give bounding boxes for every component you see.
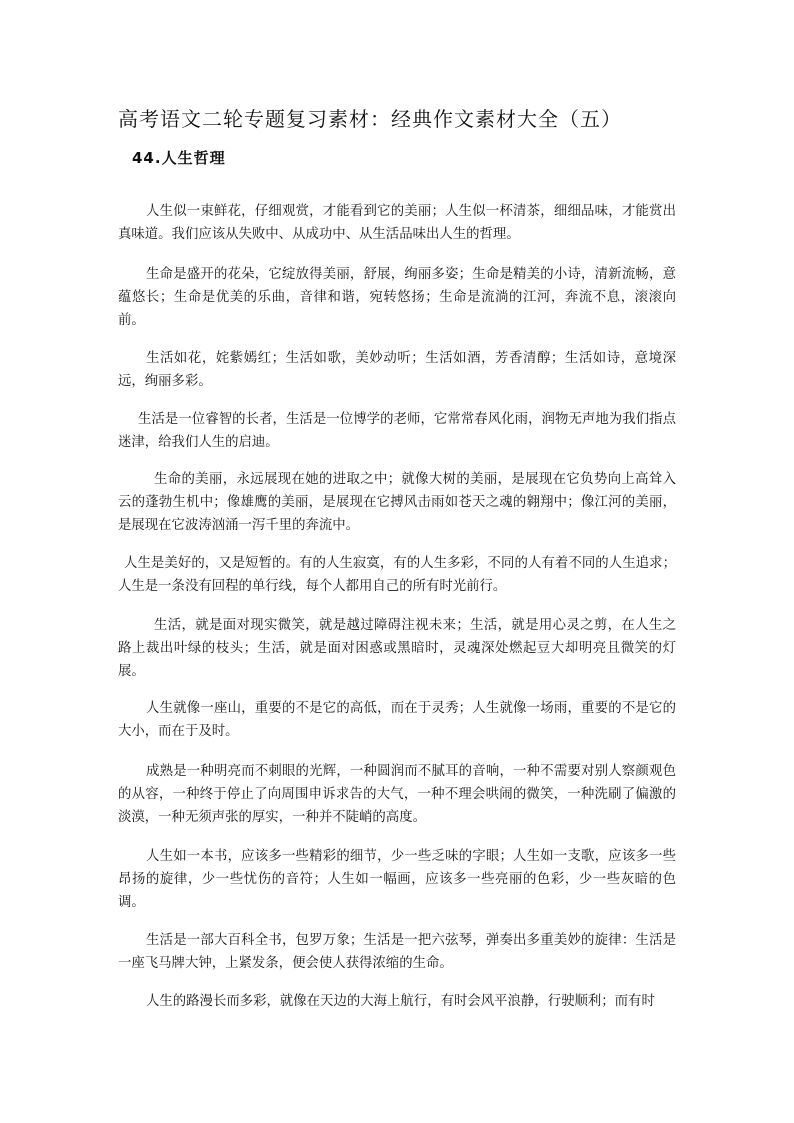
- paragraph: 人生似一束鲜花，仔细观赏，才能看到它的美丽；人生似一杯清茶，细细品味，才能赏出真味道。我们应该从失败中、从成功中、从生活品味出人生的哲理。: [118, 204, 676, 242]
- paragraph: 生活是一位睿智的长者，生活是一位博学的老师，它常常春风化雨，润物无声地为我们指点迷津，给我们人生的启迪。: [118, 412, 676, 450]
- paragraph: 人生如一本书，应该多一些精彩的细节，少一些乏味的字眼；人生如一支歌，应该多一些昂扬的旋律，少一些忧伤的音符；人生如一幅画，应该多一些亮丽的色彩，少一些灰暗的色调。: [118, 849, 676, 910]
- paragraph: 生活是一部大百科全书，包罗万象；生活是一把六弦琴，弹奏出多重美妙的旋律：生活是一座飞马牌大钟，上紧发条，便会使人获得浓缩的生命。: [118, 933, 676, 971]
- document-title: 高考语文二轮专题复习素材：经典作文素材大全（五）: [118, 107, 622, 131]
- paragraph: 生命是盛开的花朵，它绽放得美丽，舒展，绚丽多姿；生命是精美的小诗，清新流畅，意蕴悠长；生命是优美的乐曲，音律和谐，宛转悠扬；生命是流淌的江河，奔流不息，滚滚向前。: [118, 267, 676, 328]
- paragraph: 生活，就是面对现实微笑，就是越过障碍注视未来；生活，就是用心灵之剪，在人生之路上裁出叶绿的枝头；生活，就是面对困惑或黑暗时，灵魂深处燃起豆大却明亮且微笑的灯展。: [118, 618, 676, 679]
- paragraph: 生命的美丽，永远展现在她的进取之中；就像大树的美丽，是展现在它负势向上高耸入云的蓬勃生机中；像雄鹰的美丽，是展现在它搏风击雨如苍天之魂的翱翔中；像江河的美丽，是展现在它波涛汹涌一泻千里的奔流中。: [118, 472, 676, 533]
- paragraph: 人生是美好的，又是短暂的。有的人生寂寞，有的人生多彩，不同的人有着不同的人生追求；人生是一条没有回程的单行线，每个人都用自己的所有时光前行。: [118, 556, 676, 594]
- section-heading: 44.人生哲理: [132, 149, 226, 167]
- paragraph: 生活如花，姹紫嫣红；生活如歌，美妙动听；生活如酒，芳香清醇；生活如诗，意境深远，绚丽多彩。: [118, 351, 676, 389]
- paragraph: 人生就像一座山，重要的不是它的高低，而在于灵秀；人生就像一场雨，重要的不是它的大小，而在于及时。: [118, 701, 676, 739]
- paragraph: 成熟是一种明亮而不刺眼的光辉，一种圆润而不腻耳的音响，一种不需要对别人察颜观色的从容，一种终于停止了向周围申诉求告的大气，一种不理会哄闹的微笑，一种洗刷了偏激的淡漠，一种无须声张的厚实，一种并不陡峭的高度。: [118, 764, 676, 825]
- paragraph: 人生的路漫长而多彩，就像在天边的大海上航行，有时会风平浪静，行驶顺利；而有时: [146, 994, 655, 1009]
